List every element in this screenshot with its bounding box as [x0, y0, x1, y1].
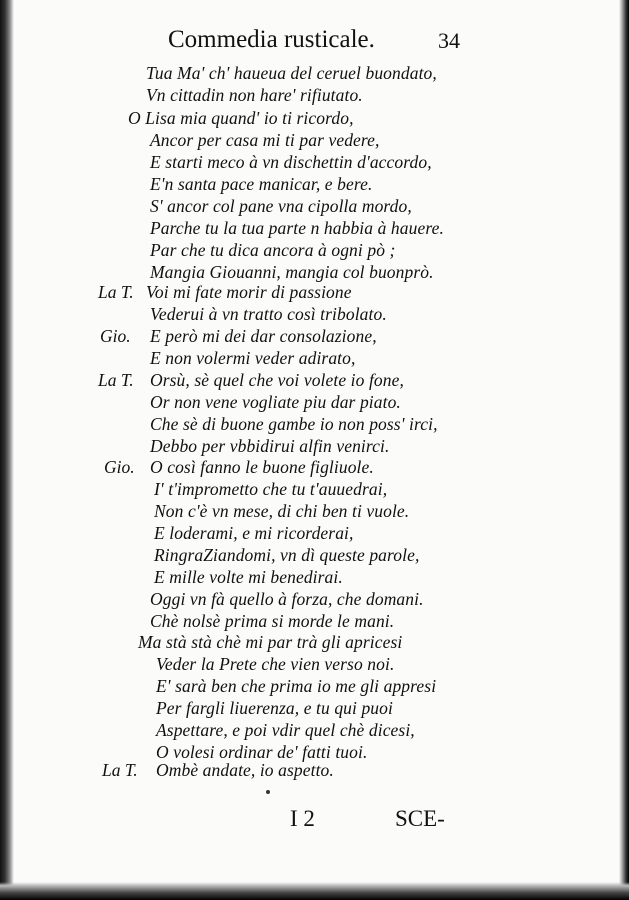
- verse-line: E starti meco à vn dischettin d'accordo,: [150, 152, 432, 172]
- page-number: 34: [438, 28, 460, 53]
- speaker-label: La T.: [98, 282, 134, 302]
- ink-speck: [266, 790, 270, 794]
- verse-line: Oggi vn fà quello à forza, che domani.: [150, 589, 424, 609]
- verse-line: E non volermi veder adirato,: [150, 348, 356, 368]
- verse-line: S' ancor col pane vna cipolla mordo,: [150, 196, 412, 216]
- verse-line: E' sarà ben che prima io me gli appresi: [156, 676, 437, 696]
- verse-line: Che sè di buone gambe io non poss' irci,: [150, 414, 438, 434]
- verse-line: Parche tu la tua parte n habbia à hauere.: [150, 218, 444, 238]
- page-edge-bottom: [0, 882, 629, 900]
- verse-line: Ombè andate, io aspetto.: [156, 760, 334, 780]
- running-title: Commedia rusticale.: [168, 26, 375, 53]
- speaker-label: Gio.: [100, 326, 131, 346]
- verse-line: E loderami, e mi ricorderai,: [154, 523, 354, 543]
- verse-line: Debbo per vbbidirui alfin venirci.: [150, 436, 390, 456]
- verse-line: O volesi ordinar de' fatti tuoi.: [156, 742, 368, 762]
- verse-line: Tua Ma' ch' haueua del ceruel buondato,: [146, 63, 437, 83]
- page-edge-right: [619, 0, 629, 900]
- verse-line: Par che tu dica ancora à ogni pò ;: [150, 240, 396, 260]
- catchword: SCE-: [395, 806, 445, 831]
- verse-line: Mangia Giouanni, mangia col buonprò.: [150, 262, 434, 282]
- verse-line: Per fargli liuerenza, e tu qui puoi: [156, 698, 393, 718]
- verse-line: Vn cittadin non hare' rifiutato.: [146, 85, 363, 105]
- page-edge-left: [0, 0, 14, 900]
- verse-line: RingraZiandomi, vn dì queste parole,: [154, 545, 420, 565]
- verse-line: Chè nolsè prima si morde le mani.: [150, 611, 395, 631]
- speaker-label: La T.: [98, 370, 134, 390]
- signature-mark: I 2: [290, 806, 315, 831]
- verse-line: Non c'è vn mese, di chi ben ti vuole.: [154, 501, 410, 521]
- speaker-label: La T.: [102, 760, 138, 780]
- verse-line: Voi mi fate morir di passione: [146, 282, 352, 302]
- verse-line: Orsù, sè quel che voi volete io fone,: [150, 370, 404, 390]
- verse-line: O Lisa mia quand' io ti ricordo,: [128, 108, 354, 128]
- verse-line: Ancor per casa mi ti par vedere,: [150, 130, 380, 150]
- verse-line: E'n santa pace manicar, e bere.: [150, 174, 373, 194]
- verse-line: Veder la Prete che vien verso noi.: [156, 654, 395, 674]
- verse-line: Aspettare, e poi vdir quel chè dicesi,: [156, 720, 415, 740]
- speaker-label: Gio.: [104, 457, 135, 477]
- verse-line: E mille volte mi benedirai.: [154, 567, 343, 587]
- verse-line: Or non vene vogliate piu dar piato.: [150, 392, 401, 412]
- verse-line: I' t'imprometto che tu t'auuedrai,: [154, 479, 388, 499]
- verse-line: Ma stà stà chè mi par trà gli apricesi: [138, 632, 403, 652]
- verse-line: Vederui à vn tratto così tribolato.: [150, 304, 387, 324]
- verse-line: E però mi dei dar consolazione,: [150, 326, 377, 346]
- verse-line: O così fanno le buone figliuole.: [150, 457, 374, 477]
